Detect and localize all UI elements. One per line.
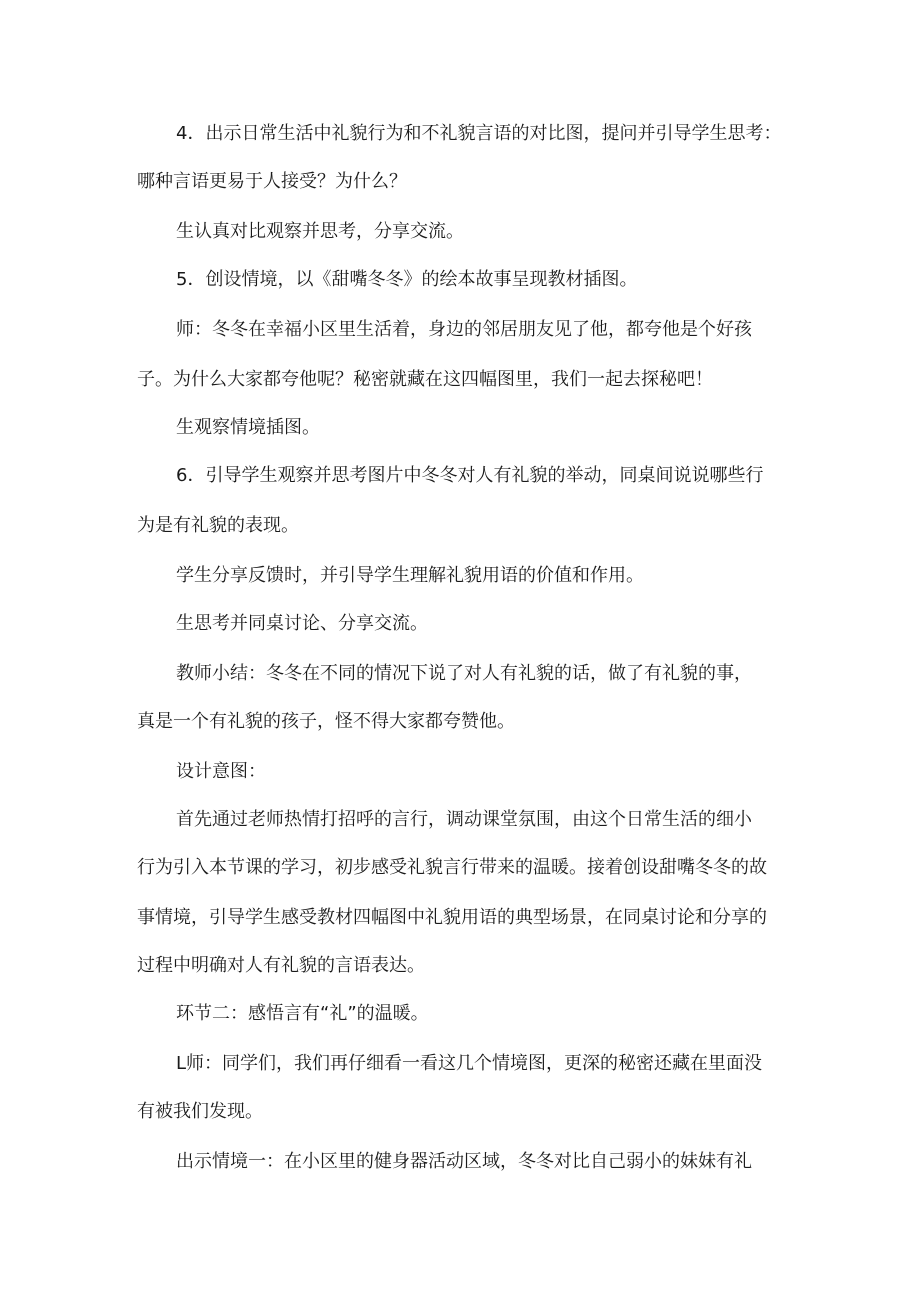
paragraph-line: 真是一个有礼貌的孩子，怪不得大家都夸赞他。 (137, 711, 515, 732)
paragraph-line: 师：冬冬在幸福小区里生活着，身边的邻居朋友见了他，都夸他是个好孩 (176, 319, 752, 340)
paragraph-line: 子。为什么大家都夸他呢？秘密就藏在这四幅图里，我们一起去探秘吧！ (137, 369, 713, 390)
paragraph-line: 5．创设情境，以《甜嘴冬冬》的绘本故事呈现教材插图。 (176, 269, 638, 290)
paragraph-line: 教师小结：冬冬在不同的情况下说了对人有礼貌的话，做了有礼貌的事， (176, 663, 752, 684)
paragraph-line: 哪种言语更易于人接受？为什么？ (137, 171, 407, 192)
paragraph-line: 学生分享反馈时，并引导学生理解礼貌用语的价值和作用。 (176, 565, 644, 586)
paragraph-line: 4．出示日常生活中礼貌行为和不礼貌言语的对比图，提问并引导学生思考： (176, 123, 782, 144)
paragraph-line: 过程中明确对人有礼貌的言语表达。 (137, 955, 425, 976)
paragraph-line: 首先通过老师热情打招呼的言行，调动课堂氛围，由这个日常生活的细小 (176, 809, 752, 830)
paragraph-line: 出示情境一：在小区里的健身器活动区域，冬冬对比自己弱小的妹妹有礼 (176, 1151, 752, 1172)
paragraph-line: 生观察情境插图。 (176, 417, 320, 438)
paragraph-line: 生思考并同桌讨论、分享交流。 (176, 613, 428, 634)
paragraph-line: 为是有礼貌的表现。 (137, 515, 299, 536)
paragraph-line: 事情境，引导学生感受教材四幅图中礼貌用语的典型场景，在同桌讨论和分享的 (137, 907, 767, 928)
paragraph-line: 6．引导学生观察并思考图片中冬冬对人有礼貌的举动，同桌间说说哪些行 (176, 465, 764, 486)
paragraph-line: 生认真对比观察并思考，分享交流。 (176, 221, 464, 242)
paragraph-line: L师：同学们，我们再仔细看一看这几个情境图，更深的秘密还藏在里面没 (176, 1053, 763, 1074)
paragraph-line: 有被我们发现。 (137, 1101, 263, 1122)
paragraph-line: 设计意图： (176, 761, 266, 782)
paragraph-line: 行为引入本节课的学习，初步感受礼貌言行带来的温暖。接着创设甜嘴冬冬的故 (137, 857, 767, 878)
paragraph-line: 环节二：感悟言有“礼”的温暖。 (176, 1003, 429, 1024)
